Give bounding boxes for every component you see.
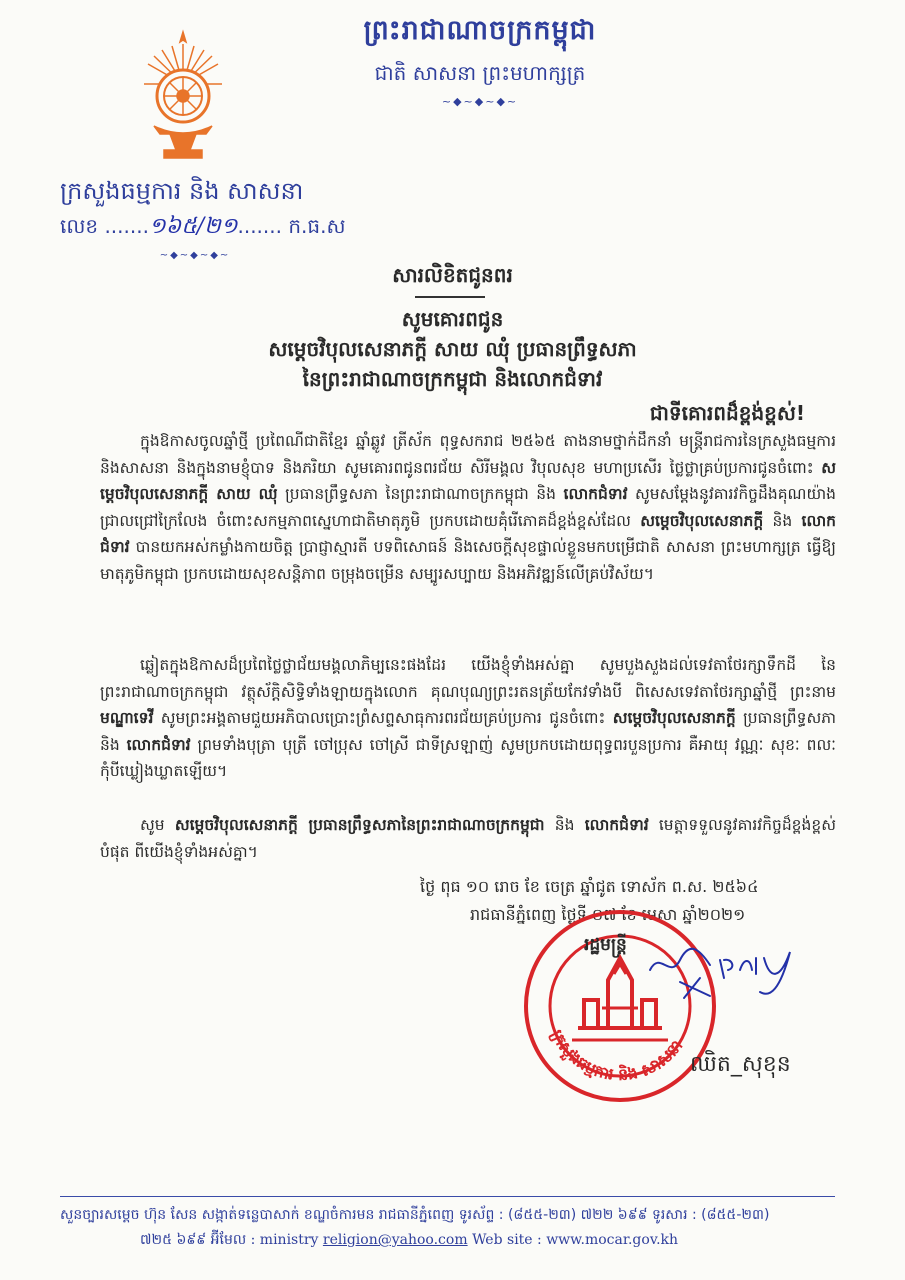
salutation: ជាទីគោរពដ៏ខ្ពង់ខ្ពស់! xyxy=(649,401,805,425)
signatory-title: រដ្ឋមន្ត្រី xyxy=(584,935,627,955)
svg-text:ក្រសួងធម្មការ និង សាសនា xyxy=(546,1026,686,1084)
footer-website[interactable]: Web site : www.mocar.gov.kh xyxy=(472,1232,679,1248)
addressee-label: សូមគោរពជូន xyxy=(401,307,504,331)
ministry-name: ក្រសួងធម្មការ និង សាសនា xyxy=(60,177,304,205)
footer-divider xyxy=(60,1196,835,1197)
reference-label: លេខ xyxy=(60,214,99,238)
title-divider xyxy=(415,296,485,298)
lunar-date-line: ថ្ងៃ ពុធ ១០ រោច ខែ ចេត្រ ឆ្នាំជូត ទោស័ក ព.ស. ២៥៦៤ xyxy=(420,877,759,896)
footer-email-link[interactable]: religion@yahoo.com xyxy=(322,1232,468,1248)
ministry-ornament: ~◆~◆~◆~ xyxy=(159,250,231,261)
handwritten-signature-icon xyxy=(640,930,840,1000)
recipient-line-2: នៃព្រះរាជាណាចក្រកម្ពុជា និងលោកជំទាវ xyxy=(302,367,603,391)
kingdom-heading: ព្រះរាជាណាចក្រកម្ពុជា xyxy=(363,15,597,46)
body-paragraph-2: ឆ្លៀតក្នុងឱកាសដ៏ប្រពៃថ្លៃថ្លាជ័យមង្គលាភិម្បនេះផងដែរ យើងខ្ញុំទាំងអស់គ្នា សូមបួងសួងដល់ទេវតាថែរក្សាទឹកដី នៃព្រះរាជាណាចក្រកម្ពុជា វត្ថុស័ក្តិសិទ្ធិទាំងឡាយក្នុងលោក គុណបុណ្យព្រះរតនត្រ័យកែវទាំងបី ពិសេសទេវតាថែរក្សាឆ្នាំថ្មី ព្រះនាម មណ្ឌាទេវី សូមព្រះអង្គតាមជួយអភិបាលប្រោះព្រំសព្ទសាធុការពរជ័យគ្រប់ប្រការ ជូនចំពោះ សម្តេចវិបុលសេនាភក្តី ប្រធានព្រឹទ្ធសភា និង លោកជំទាវ ព្រមទាំងបុត្រា បុត្រី ចៅប្រុស ចៅស្រី ជាទីស្រឡាញ់ សូមប្រកបដោយពុទ្ធពរបួនប្រការ គឺអាយុ វណ្ណៈ សុខៈ ពលៈ កុំបីឃ្លៀងឃ្លាតឡើយ។ xyxy=(100,656,836,780)
footer-contact: ៧២៥ ៦៩៩ អ៊ីមែល : ministry religion@yahoo.com Web site : www.mocar.gov.kh xyxy=(140,1232,679,1248)
signatory-name: ឈិត_សុខុន xyxy=(690,1052,791,1077)
seal-text: ក្រសួងធម្មការ និង សាសនា xyxy=(547,1026,687,1085)
reference-line: លេខ .......១៦៥/២១....... ក.ធ.ស xyxy=(60,214,346,239)
reference-number: ១៦៥/២១ xyxy=(148,214,238,239)
body-paragraph-3: សូម សម្តេចវិបុលសេនាភក្តី ប្រធានព្រឹទ្ធសភានៃព្រះរាជាណាចក្រកម្ពុជា និង លោកជំទាវ មេត្តាទទួលនូវគារវកិច្ចដ៏ខ្ពង់ខ្ពស់បំផុត ពីយើងខ្ញុំទាំងអស់គ្នា។ xyxy=(100,816,836,861)
letter-title: សារលិខិតជូនពរ xyxy=(392,263,513,287)
national-motto: ជាតិ សាសនា ព្រះមហាក្សត្រ xyxy=(374,61,586,85)
footer-address: សួនច្បារសម្តេច ហ៊ុន សែន សង្កាត់ទន្លេបាសាក់ ខណ្ឌចំការមន រាជធានីភ្នំពេញ ទូរស័ព្ទ : (៨៥៥-២៣) ៧២២ ៦៩៩ ទូរសារ : (៨៥៥-២៣) xyxy=(60,1207,770,1223)
reference-suffix: ក.ធ.ស xyxy=(288,214,346,238)
motto-ornament: ~◆~◆~◆~ xyxy=(441,95,519,108)
dharma-wheel-emblem-icon xyxy=(140,28,226,168)
place-date-line: រាជធានីភ្នំពេញ ថ្ងៃទី ០៧ ខែ មេសា ឆ្នាំ២០២១ xyxy=(470,905,746,924)
recipient-line-1: សម្តេចវិបុលសេនាភក្តី សាយ ឈុំ ប្រធានព្រឹទ្ធសភា xyxy=(268,337,637,361)
body-paragraph-1: ក្នុងឱកាសចូលឆ្នាំថ្មី ប្រពៃណីជាតិខ្មែរ ឆ្នាំឆ្លូវ ត្រីស័ក ពុទ្ធសករាជ ២៥៦៥ តាងនាមថ្នាក់ដឹកនាំ មន្ត្រីរាជការនៃក្រសួងធម្មការ និងសាសនា និងក្នុងនាមខ្ញុំបាទ និងភរិយា សូមគោរពជូនពរជ័យ សិរីមង្គល វិបុលសុខ មហាប្រសើរ ថ្លៃថ្លាគ្រប់ប្រការជូនចំពោះ សម្តេចវិបុលសេនាភក្តី សាយ ឈុំ ប្រធានព្រឹទ្ធសភា នៃព្រះរាជាណាចក្រកម្ពុជា និង លោកជំទាវ សូមសម្តែងនូវគារវកិច្ចដឹងគុណយ៉ាងជ្រាលជ្រៅក្រៃលែង ចំពោះសកម្មភាពស្នេហាជាតិមាតុភូមិ ប្រកបដោយគុំរើភោគដ៏ខ្ពង់ខ្ពស់ដែល សម្តេចវិបុលសេនាភក្តី និង លោកជំទាវ បានយកអស់កម្លាំងកាយចិត្ត ប្រាជ្ញាស្មារតី បទពិសោធន៍ និងសេចក្តីសុខផ្ទាល់ខ្លួនមកបម្រើជាតិ សាសនា ព្រះមហាក្សត្រ ធ្វើឱ្យមាតុភូមិកម្ពុជា ប្រកបដោយសុខសន្តិភាព ចម្រុងចម្រើន សម្បូរសប្បាយ និងអភិវឌ្ឍន៍លើគ្រប់វិស័យ។ xyxy=(100,432,836,583)
